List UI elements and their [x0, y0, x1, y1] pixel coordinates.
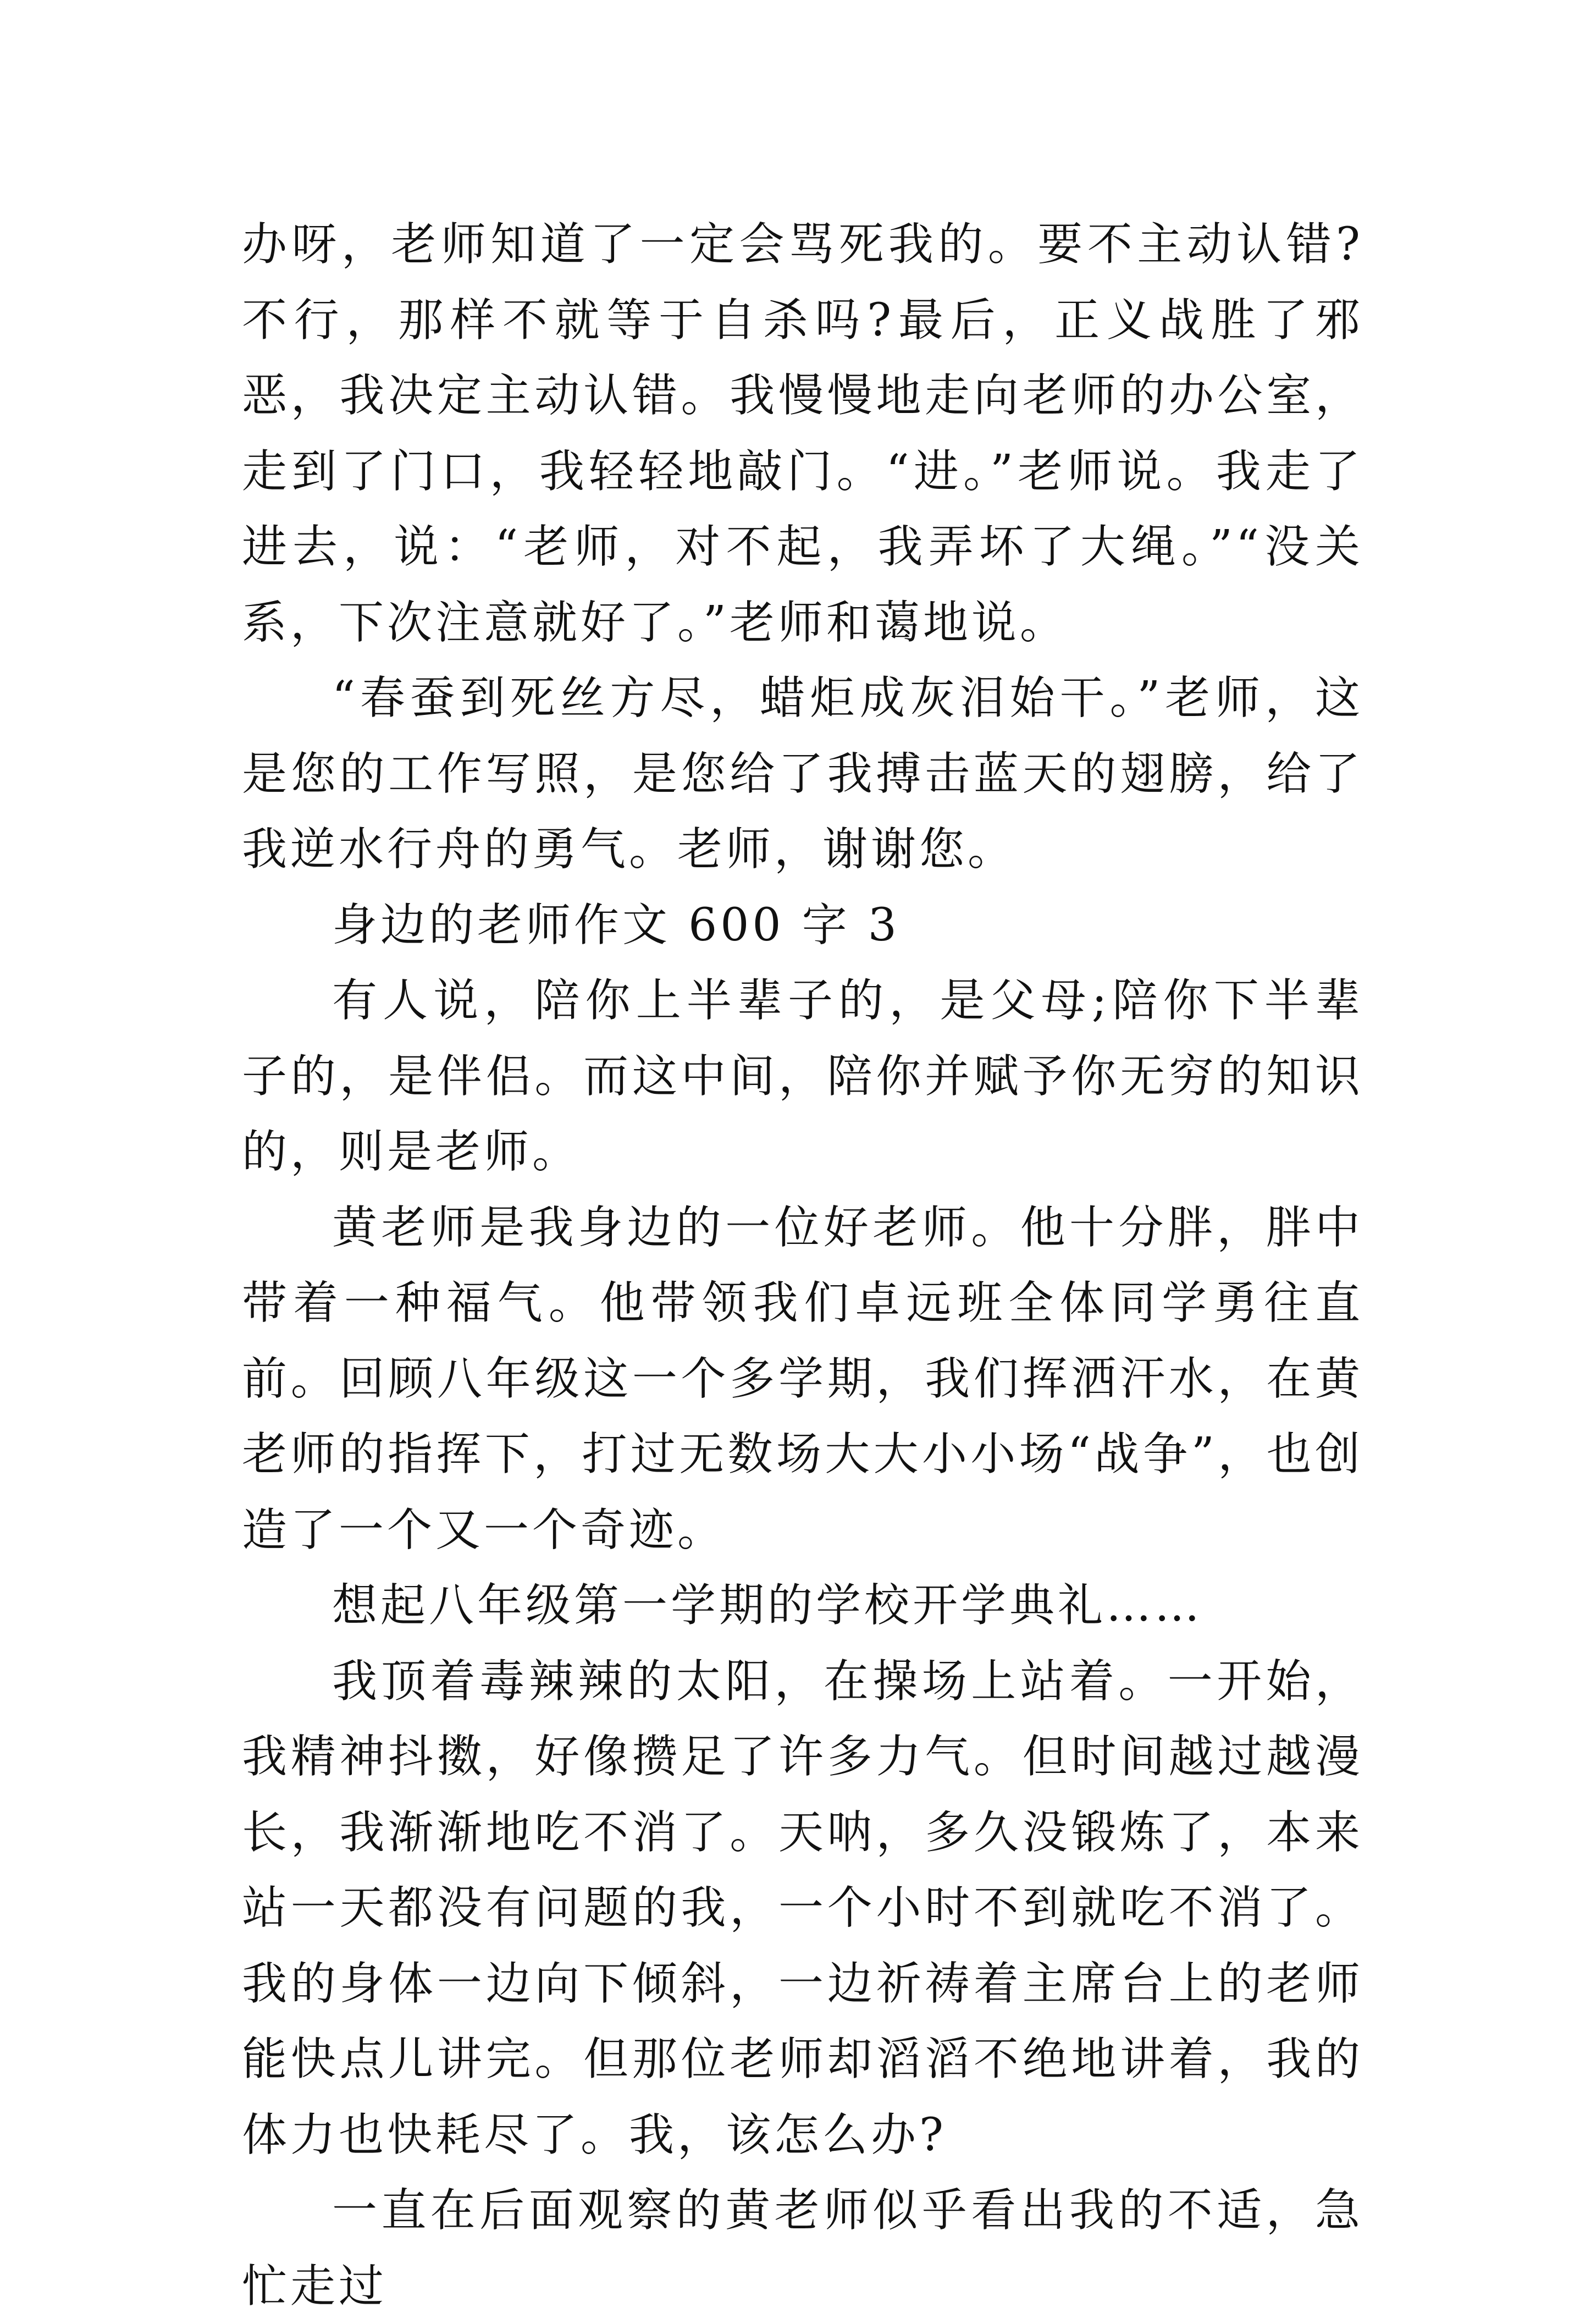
paragraph-5: 黄老师是我身边的一位好老师。他十分胖，胖中带着一种福气。他带领我们卓远班全体同学勇往直前。回顾八年级这一个多学期，我们挥洒汗水，在黄老师的指挥下，打过无数场大大小小场“战争”，也创造了一个又一个奇迹。 [242, 1201, 1363, 1556]
section-heading: 身边的老师作文 600 字 3 [332, 899, 900, 951]
paragraph-2: “春蚕到死丝方尽，蜡炬成灰泪始干。”老师，这是您的工作写照，是您给了我搏击蓝天的翅膀，给了我逆水行舟的勇气。老师，谢谢您。 [242, 672, 1363, 875]
paragraph-1: 办呀，老师知道了一定会骂死我的。要不主动认错?不行，那样不就等于自杀吗?最后，正义战胜了邪恶，我决定主动认错。我慢慢地走向老师的办公室，走到了门口，我轻轻地敲门。“进。”老师说。我走了进去，说：“老师，对不起，我弄坏了大绳。”“没关系，下次注意就好了。”老师和蔼地说。 [242, 218, 1363, 649]
essay-body [242, 207, 1363, 2324]
paragraph-4: 有人说，陪你上半辈子的，是父母;陪你下半辈子的，是伴侣。而这中间，陪你并赋予你无穷的知识的，则是老师。 [242, 974, 1363, 1178]
paragraph-7: 我顶着毒辣辣的太阳，在操场上站着。一开始，我精神抖擞，好像攒足了许多力气。但时间越过越漫长，我渐渐地吃不消了。天呐，多久没锻炼了，本来站一天都没有问题的我，一个小时不到就吃不消了。我的身体一边向下倾斜，一边祈祷着主席台上的老师能快点儿讲完。但那位老师却滔滔不绝地讲着，我的体力也快耗尽了。我，该怎么办? [242, 1655, 1363, 2161]
paragraph-6: 想起八年级第一学期的学校开学典礼…… [332, 1579, 1203, 1632]
paragraph-8: 一直在后面观察的黄老师似乎看出我的不适，急忙走过 [242, 2184, 1363, 2312]
